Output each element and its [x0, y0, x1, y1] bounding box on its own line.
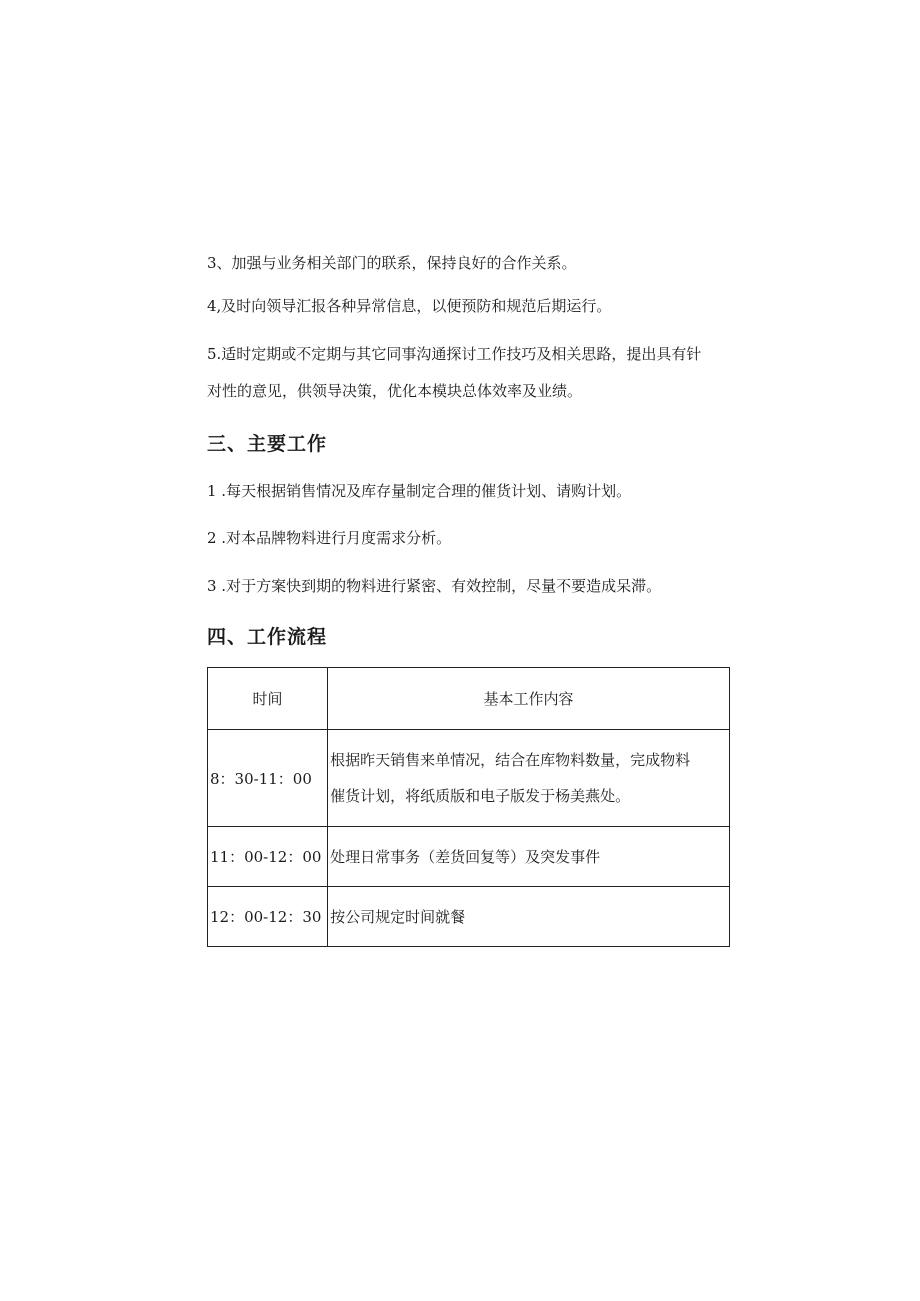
cell-content-line: 按公司规定时间就餐: [330, 907, 466, 926]
table-row: [208, 827, 730, 887]
cell-content-line: 处理日常事务（差货回复等）及突发事件: [330, 847, 601, 866]
responsibility-item-5-line-1: 5.适时定期或不定期与其它同事沟通探讨工作技巧及相关思路，提出具有针: [207, 345, 702, 363]
main-work-item-2: 2 .对本品牌物料进行月度需求分析。: [207, 529, 452, 547]
section-heading-workflow: 四、工作流程: [207, 626, 328, 648]
cell-content-line: 催货计划，将纸质版和电子版发于杨美燕处。: [330, 787, 631, 805]
responsibility-item-5-line-2: 对性的意见，供领导决策，优化本模块总体效率及业绩。: [207, 382, 583, 400]
cell-content: [328, 730, 730, 827]
table-row: [208, 730, 730, 827]
cell-content-line: 根据昨天销售来单情况，结合在库物料数量，完成物料: [330, 751, 691, 769]
main-work-item-1: 1 .每天根据销售情况及库存量制定合理的催货计划、请购计划。: [207, 482, 632, 500]
cell-content: [328, 887, 730, 947]
cell-content: [328, 827, 730, 887]
header-content: 基本工作内容: [328, 668, 730, 730]
cell-time: 12：00-12：30: [208, 887, 328, 947]
cell-time: 8：30-11：00: [208, 730, 328, 827]
main-work-item-3: 3 .对于方案快到期的物料进行紧密、有效控制，尽量不要造成呆滞。: [207, 577, 662, 595]
responsibility-item-3: 3、加强与业务相关部门的联系，保持良好的合作关系。: [207, 254, 577, 272]
responsibility-item-4: 4,及时向领导汇报各种异常信息，以便预防和规范后期运行。: [207, 297, 612, 315]
header-time: 时间: [208, 668, 328, 730]
table-header-row: [208, 668, 730, 730]
section-heading-main-work: 三、主要工作: [207, 433, 328, 455]
table-row: [208, 887, 730, 947]
cell-time: 11：00-12：00: [208, 827, 328, 887]
workflow-table: [207, 667, 730, 947]
